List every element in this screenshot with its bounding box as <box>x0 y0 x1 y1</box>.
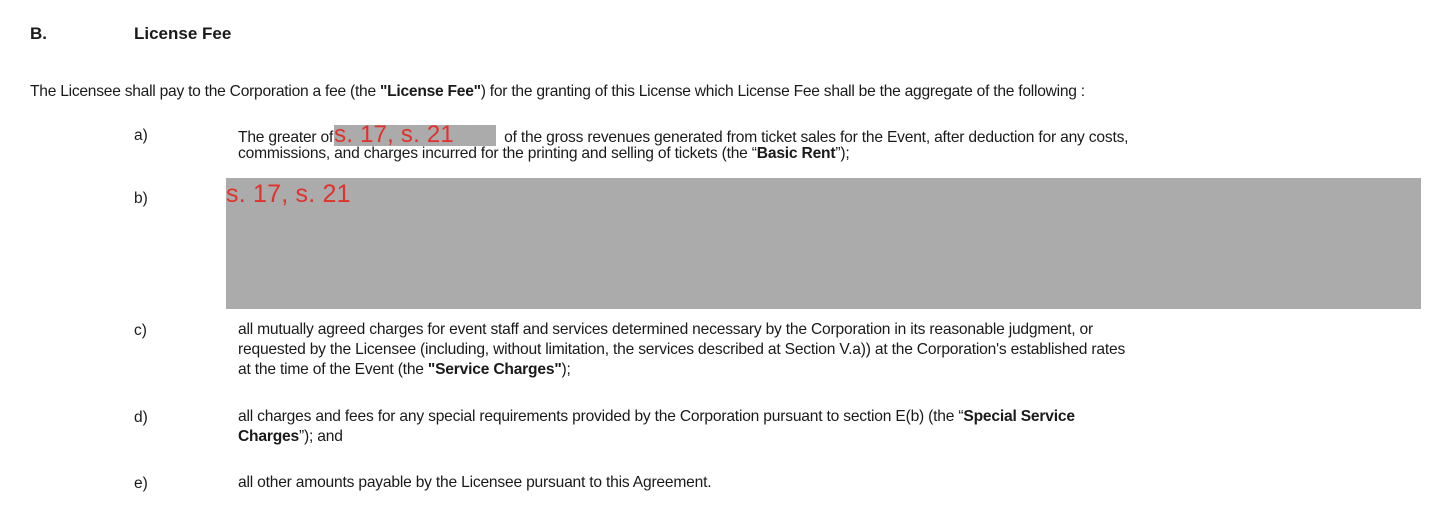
item-a-line-2-post: ”); <box>835 145 850 162</box>
item-a-line-1 <box>238 121 1129 148</box>
item-d-line-1-pre: all charges and fees for any special requirements provided by the Corporation pursuant to section E(b) (the “ <box>238 408 964 425</box>
item-d-line-1 <box>238 408 1075 426</box>
item-a-defined-term: Basic Rent <box>756 145 836 162</box>
item-a-label: a) <box>134 127 148 144</box>
item-d-line-2 <box>238 428 343 446</box>
item-a-line-2-pre: commissions, and charges incurred for the printing and selling of tickets (the “ <box>238 145 757 162</box>
item-a-text-post: of the gross revenues generated from ticket sales for the Event, after deduction for any costs, <box>504 129 1129 146</box>
item-c-line-2: requested by the Licensee (including, without limitation, the services described at Section V.a)) at the Corporation's established rates <box>238 341 1126 358</box>
item-c-defined-term: "Service Charges" <box>427 361 562 378</box>
item-c-line-3 <box>238 361 571 379</box>
item-b-redaction <box>226 178 1421 309</box>
intro-defined-term: "License Fee" <box>379 83 481 100</box>
item-a-redaction <box>334 121 496 148</box>
section-letter: B. <box>30 24 47 43</box>
item-d-defined-term-end: Charges <box>238 428 299 445</box>
intro-paragraph <box>30 83 1085 101</box>
item-d-defined-term-start: Special Service <box>963 408 1075 425</box>
item-b-label: b) <box>134 190 148 207</box>
item-d-label: d) <box>134 409 148 426</box>
item-e-label: e) <box>134 475 148 492</box>
item-c-line-3-post: ); <box>561 361 571 378</box>
item-c-label: c) <box>134 322 147 339</box>
item-e-line-1: all other amounts payable by the Licensee pursuant to this Agreement. <box>238 474 712 491</box>
item-c-line-3-pre: at the time of the Event (the <box>238 361 428 378</box>
item-c-line-1: all mutually agreed charges for event staff and services determined necessary by the Corporation in its reasonable judgment, or <box>238 321 1093 338</box>
intro-text-post: ) for the granting of this License which License Fee shall be the aggregate of the following : <box>480 83 1085 100</box>
item-a-line-2 <box>238 145 850 163</box>
section-title: License Fee <box>134 24 232 43</box>
intro-text-pre: The Licensee shall pay to the Corporation a fee (the <box>30 83 380 100</box>
item-a-text-pre: The greater of <box>238 129 334 146</box>
item-a-redaction-code: s. 17, s. 21 <box>334 121 454 148</box>
item-d-line-2-post: ”); and <box>299 428 343 445</box>
item-b-redaction-code: s. 17, s. 21 <box>226 180 351 208</box>
